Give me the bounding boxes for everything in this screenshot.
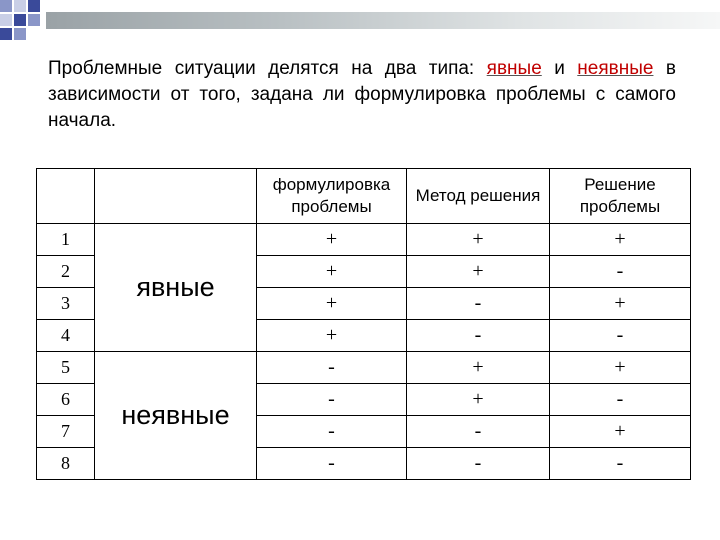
table-row (37, 224, 691, 256)
row-number: 2 (37, 256, 95, 288)
cell-value: + (550, 288, 691, 320)
row-number: 5 (37, 352, 95, 384)
table-row (37, 352, 691, 384)
header-solution: Решение проблемы (550, 169, 691, 224)
decor-square (14, 0, 26, 12)
cell-value: + (550, 352, 691, 384)
cell-value: + (407, 384, 550, 416)
cell-value: + (407, 256, 550, 288)
cell-value: + (407, 224, 550, 256)
empty-header-cell (95, 169, 257, 224)
decor-square (0, 0, 12, 12)
decor-square (14, 14, 26, 26)
decor-square (14, 28, 26, 40)
cell-value: + (550, 416, 691, 448)
row-number: 7 (37, 416, 95, 448)
decor-square (0, 28, 12, 40)
cell-value: - (257, 416, 407, 448)
cell-value: + (257, 224, 407, 256)
group-explicit: явные (95, 224, 257, 352)
row-number: 6 (37, 384, 95, 416)
decor-square (28, 14, 40, 26)
header-formulation: формулировка проблемы (257, 169, 407, 224)
row-number: 3 (37, 288, 95, 320)
decor-square (0, 14, 12, 26)
group-implicit: неявные (95, 352, 257, 480)
row-number: 1 (37, 224, 95, 256)
row-number: 8 (37, 448, 95, 480)
cell-value: + (257, 288, 407, 320)
cell-value: + (257, 320, 407, 352)
cell-value: - (257, 352, 407, 384)
empty-header-cell (37, 169, 95, 224)
cell-value: + (257, 256, 407, 288)
cell-value: + (550, 224, 691, 256)
intro-text: в зависимости от того, задана ли формулировка проблемы с самого начала. (48, 58, 676, 131)
cell-value: - (407, 448, 550, 480)
cell-value: - (257, 384, 407, 416)
intro-paragraph (48, 56, 676, 134)
cell-value: - (407, 320, 550, 352)
row-number: 4 (37, 320, 95, 352)
cell-value: - (550, 320, 691, 352)
cell-value: - (550, 448, 691, 480)
intro-text: Проблемные ситуации делятся на два типа: (48, 58, 487, 79)
intro-text: и (541, 58, 578, 79)
header-method: Метод решения (407, 169, 550, 224)
cell-value: - (257, 448, 407, 480)
decor-square (28, 0, 40, 12)
cell-value: + (407, 352, 550, 384)
cell-value: - (550, 384, 691, 416)
header-bar (46, 12, 720, 29)
cell-value: - (550, 256, 691, 288)
cell-value: - (407, 288, 550, 320)
table-header-row (37, 169, 691, 224)
explicit-term: явные (486, 58, 542, 79)
problem-types-table (36, 168, 691, 480)
implicit-term: неявные (577, 58, 654, 79)
cell-value: - (407, 416, 550, 448)
